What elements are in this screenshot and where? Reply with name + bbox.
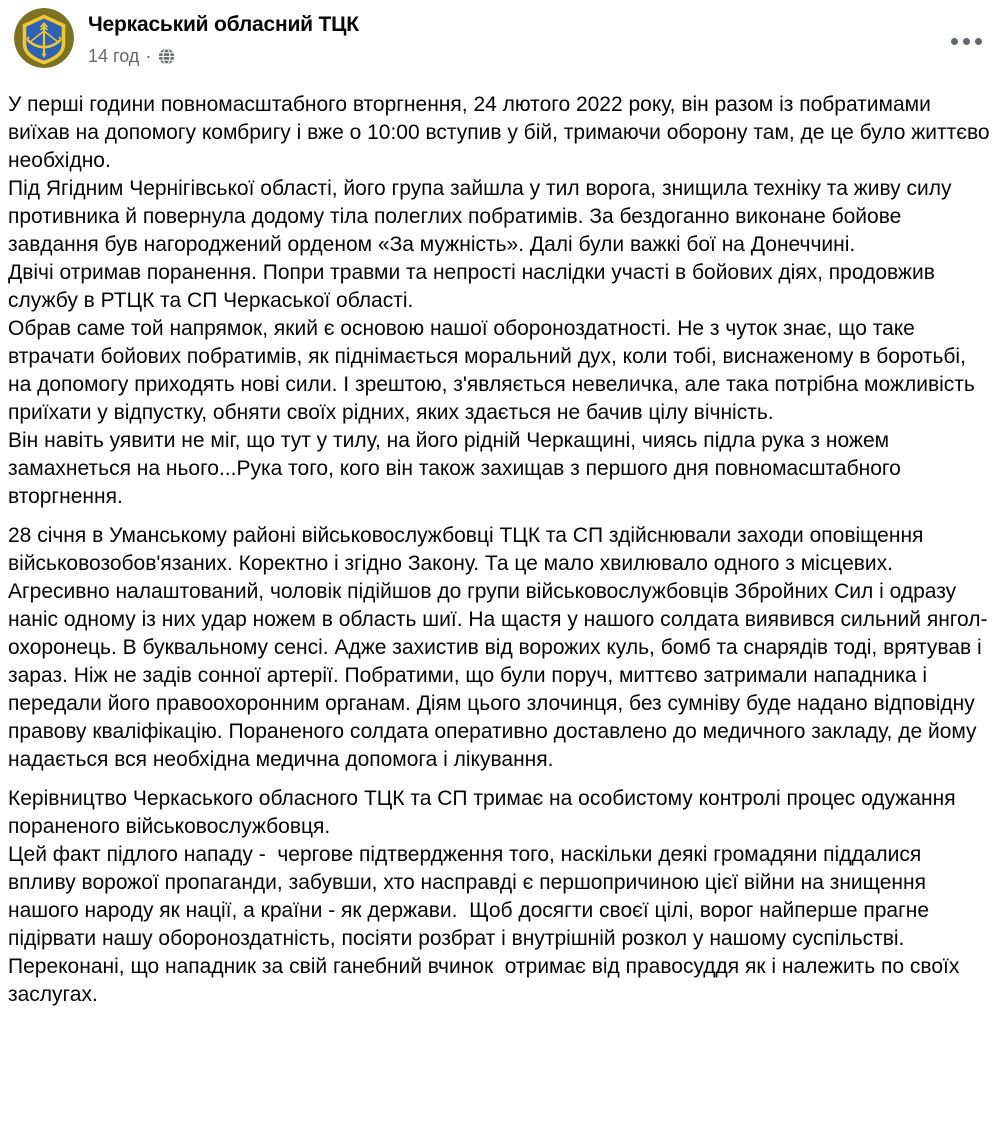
post-paragraph: Обрав саме той напрямок, який є основою нашої обороноздатності. Не з чуток знає, що таке втрачати бойових побратимів, як піднімається моральний дух, коли тобі, виснаженому в боротьбі, на допомогу приходять нові сили. І зрештою, з'являється невеличка, але така потрібна можливість приїхати у відпустку, обняти своїх рідних, яких здається не бачив цілу вічність. bbox=[8, 317, 981, 424]
globe-icon bbox=[158, 48, 175, 65]
post-paragraph: Переконані, що нападник за свій ганебний вчинок отримає від правосуддя як і належить по своїх заслугах. bbox=[8, 955, 966, 1006]
post-text-block bbox=[8, 522, 992, 774]
post-paragraph: Цей факт підлого нападу - чергове підтвердження того, наскільки деякі громадяни піддалися впливу ворожої пропаганди, забувши, хто насправді є першопричиною цієї війни на знищення нашого народу як нації, а країни - як держави. Щоб досягти своєї цілі, ворог найперше прагне підірвати нашу обороноздатність, посіяти розбрат і внутрішній розкол у нашому суспільстві. bbox=[8, 843, 935, 950]
post-meta bbox=[88, 46, 175, 67]
page-avatar[interactable] bbox=[14, 8, 74, 68]
coat-of-arms-shield-with-bow-icon bbox=[14, 8, 74, 68]
post-paragraph: Керівництво Черкаського обласного ТЦК та СП тримає на особистому контролі процес одужання пораненого військовослужбовця. bbox=[8, 787, 962, 838]
page-name-link[interactable]: Черкаський обласний ТЦК bbox=[88, 13, 359, 36]
post-header bbox=[0, 0, 1006, 88]
meta-separator: · bbox=[145, 46, 152, 66]
post-paragraph: Двічі отримав поранення. Попри травми та непрості наслідки участі в бойових діях, продовжив службу в РТЦК та СП Черкаської області. bbox=[8, 261, 941, 312]
post-text-block bbox=[8, 785, 992, 1009]
post-paragraph: 28 січня в Уманському районі військовослужбовці ТЦК та СП здійснювали заходи оповіщення військовозобов'язаних. Коректно і згідно Закону. Та це мало хвилювало одного з місцевих. Агресивно налаштований, чоловік підійшов до групи військовослужбовців Збройних Сил і одразу наніс одному із них удар ножем в область шиї. На щастя у нашого солдата виявився сильний янгол-охоронець. В буквальному сенсі. Адже захистив від ворожих куль, бомб та снарядів тоді, врятував і зараз. Ніж не задів сонної артерії. Побратими, що були поруч, миттєво затримали нападника і передали його правоохоронним органам. Діям цього злочинця, без сумніву буде надано відповідну правову кваліфікацію. Пораненого солдата оперативно доставлено до медичного закладу, де йому надається вся необхідна медична допомога і лікування. bbox=[8, 524, 988, 771]
post-paragraph: У перші години повномасштабного вторгнення, 24 лютого 2022 року, він разом із побратимами виїхав на допомогу комбригу і вже о 10:00 вступив у бій, тримаючи оборону там, де це було життєво необхідно. bbox=[8, 93, 996, 172]
post-text-block bbox=[8, 91, 996, 511]
post-body bbox=[0, 88, 1006, 1009]
three-dots-icon bbox=[951, 38, 958, 45]
more-options-button[interactable] bbox=[949, 30, 984, 53]
post-paragraph: Під Ягідним Чернігівської області, його група зайшла у тил ворога, знищила техніку та живу силу противника й повернула додому тіла полеглих побратимів. За бездоганно виконане бойове завдання був нагороджений орденом «За мужність». Далі були важкі бої на Донеччині. bbox=[8, 177, 958, 256]
post-paragraph: Він навіть уявити не міг, що тут у тилу, на його рідній Черкащині, чиясь підла рука з ножем замахнеться на нього...Рука того, кого він також захищав з першого дня повномасштабного вторгнення. bbox=[8, 429, 907, 508]
post-timestamp[interactable]: 14 год bbox=[88, 46, 140, 66]
